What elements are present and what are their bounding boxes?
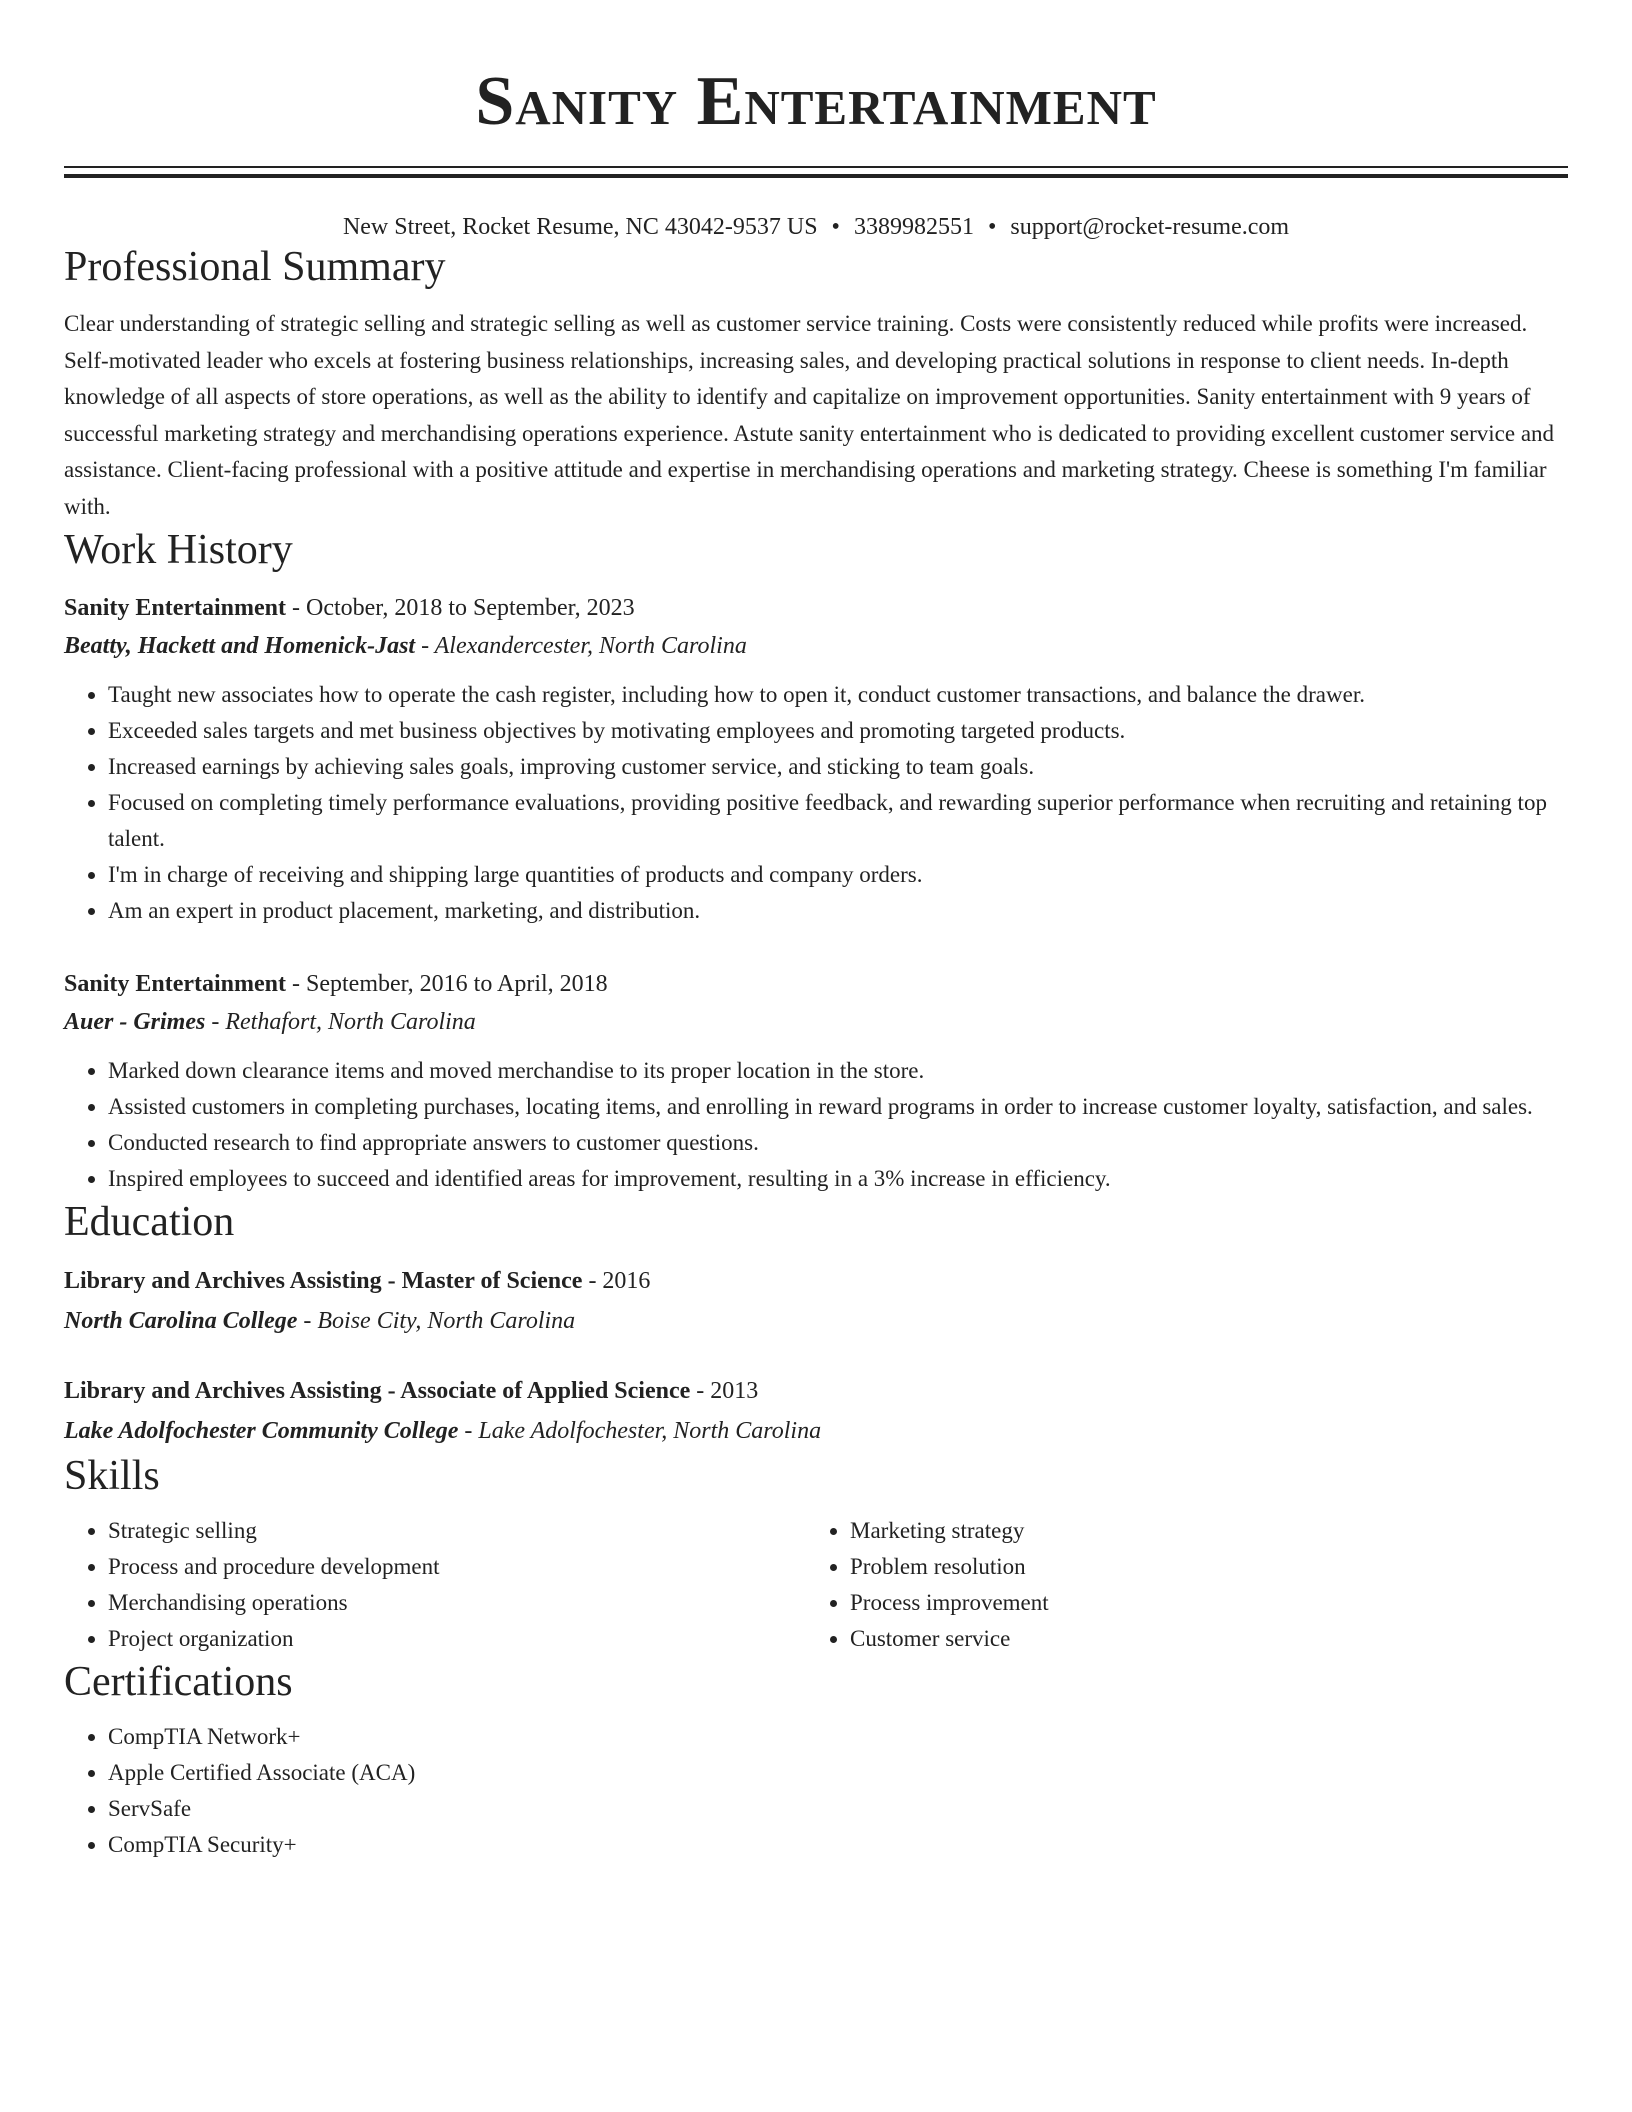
school-line [64,1301,1568,1341]
job-company: Auer - Grimes [64,1009,206,1035]
job-role: Sanity Entertainment [64,595,286,621]
job-company: Beatty, Hackett and Homenick-Jast [64,633,416,659]
education-entry [64,1261,1568,1341]
job-bullet: • I'm in charge of receiving and shipping large quantities of products and company orders. [108,857,1568,893]
skill-item: • Marketing strategy [850,1513,1548,1549]
job-dates: - September, 2016 to April, 2018 [286,971,608,997]
certification-item: • ServSafe [108,1791,1568,1827]
job-bullet: • Inspired employees to succeed and identified areas for improvement, resulting in a 3% increase in efficiency. [108,1161,1568,1197]
degree-line [64,1371,1568,1411]
skills-grid [64,1513,1568,1657]
certifications-heading: Certifications [64,1659,293,1705]
job-title-line [64,965,1568,1003]
job-bullet: • Taught new associates how to operate the cash register, including how to open it, conduct customer transactions, and balance the drawer. [108,677,1568,713]
skill-item: • Customer service [850,1621,1548,1657]
skills-heading: Skills [64,1453,160,1499]
contact-line [64,212,1568,242]
skill-item: • Merchandising operations [108,1585,806,1621]
certification-item: • Apple Certified Associate (ACA) [108,1755,1568,1791]
job-entry [64,965,1568,1197]
school-name: North Carolina College [64,1308,298,1334]
job-role: Sanity Entertainment [64,971,286,997]
job-bullet: • Increased earnings by achieving sales goals, improving customer service, and sticking to team goals. [108,749,1568,785]
skill-item: • Strategic selling [108,1513,806,1549]
job-bullet: • Exceeded sales targets and met business objectives by motivating employees and promoting targeted products. [108,713,1568,749]
contact-phone: 3389982551 [853,214,974,240]
school-location: - Boise City, North Carolina [297,1308,576,1334]
certification-item: • CompTIA Network+ [108,1719,1568,1755]
degree-name: Library and Archives Assisting - Associate of Applied Science [64,1378,691,1404]
job-bullet: • Assisted customers in completing purchases, locating items, and enrolling in reward programs in order to increase customer loyalty, satisfaction, and sales. [108,1089,1568,1125]
contact-address: New Street, Rocket Resume, NC 43042-9537 US [342,214,818,240]
job-bullet: • Marked down clearance items and moved merchandise to its proper location in the store. [108,1053,1568,1089]
job-location: - Rethafort, North Carolina [205,1009,476,1035]
school-line [64,1411,1568,1451]
job-bullet: • Conducted research to find appropriate answers to customer questions. [108,1125,1568,1161]
school-location: - Lake Adolfochester, North Carolina [458,1418,822,1444]
job-bullets [64,677,1568,929]
skill-item: • Problem resolution [850,1549,1548,1585]
candidate-name: Sanity Entertainment [475,63,1157,140]
education-entry [64,1371,1568,1451]
contact-email: support@rocket-resume.com [1010,214,1290,240]
job-location: - Alexandercester, North Carolina [415,633,747,659]
job-company-line [64,627,1568,665]
skill-item: • Project organization [108,1621,806,1657]
job-company-line [64,1003,1568,1041]
contact-separator: • [831,214,840,240]
summary-heading: Professional Summary [64,244,446,290]
job-bullet: • Focused on completing timely performance evaluations, providing positive feedback, and rewarding superior performance when recruiting and retaining top talent. [108,785,1568,857]
degree-name: Library and Archives Assisting - Master of Science [64,1268,583,1294]
header-divider [64,166,1568,178]
job-bullet: • Am an expert in product placement, marketing, and distribution. [108,893,1568,929]
summary-text: Clear understanding of strategic selling and strategic selling as well as customer service training. Costs were consistently reduced while profits were increased. Self-motivated leader who excels at fostering business relationships, increasing sales, and developing practical solutions in response to client needs. In-depth knowledge of all aspects of store operations, as well as the ability to identify and capitalize on improvement opportunities. Sanity entertainment with 9 years of successful marketing strategy and merchandising operations experience. Astute sanity entertainment who is dedicated to providing excellent customer service and assistance. Client-facing professional with a positive attitude and expertise in merchandising operations and marketing strategy. Cheese is something I'm familiar with. [64,311,1555,519]
job-bullets [64,1053,1568,1197]
certification-item: • CompTIA Security+ [108,1827,1568,1863]
degree-year: - 2013 [690,1378,759,1404]
skill-item: • Process and procedure development [108,1549,806,1585]
skills-column-left [64,1513,806,1657]
school-name: Lake Adolfochester Community College [64,1418,459,1444]
certifications-list [64,1719,1568,1863]
job-entry [64,589,1568,929]
job-dates: - October, 2018 to September, 2023 [286,595,635,621]
skill-item: • Process improvement [850,1585,1548,1621]
job-title-line [64,589,1568,627]
degree-year: - 2016 [582,1268,651,1294]
work-history-heading: Work History [64,527,293,573]
degree-line [64,1261,1568,1301]
contact-separator: • [987,214,997,240]
education-heading: Education [64,1199,235,1245]
skills-column-right [806,1513,1548,1657]
